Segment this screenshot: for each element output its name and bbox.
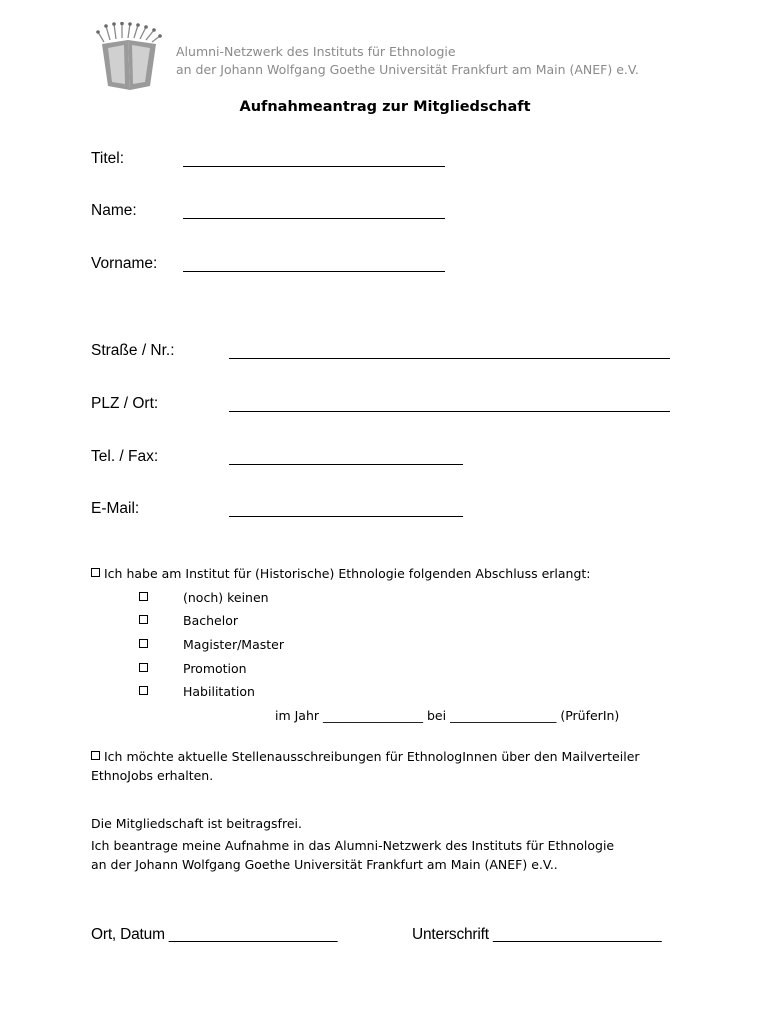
unterschrift-label: Unterschrift: [412, 926, 489, 943]
option-checkbox[interactable]: [139, 686, 148, 695]
examiner-suffix: (PrüferIn): [560, 708, 620, 723]
degree-option-label: Bachelor: [183, 613, 238, 628]
option-checkbox[interactable]: [139, 639, 148, 648]
ort-datum-row: [91, 926, 337, 944]
tel-fax-label: Tel. / Fax:: [91, 448, 159, 465]
vorname-label: Vorname:: [91, 255, 158, 272]
strasse-label: Straße / Nr.:: [91, 342, 175, 359]
degree-option-1[interactable]: [139, 613, 148, 628]
name-field[interactable]: [183, 218, 445, 219]
year-prefix: im Jahr: [275, 708, 320, 723]
anef-logo: [94, 22, 164, 92]
examiner-field[interactable]: _________________: [450, 708, 557, 723]
degree-intro: [91, 566, 591, 581]
jobs-line-1: [91, 749, 640, 764]
strasse-field[interactable]: [229, 358, 670, 359]
degree-option-label: Magister/Master: [183, 637, 284, 652]
vorname-field[interactable]: [183, 271, 445, 272]
name-label: Name:: [91, 202, 137, 219]
email-field[interactable]: [229, 516, 463, 517]
titel-field[interactable]: [183, 166, 445, 167]
tel-fax-field[interactable]: [229, 464, 463, 465]
degree-option-3[interactable]: [139, 661, 148, 676]
form-title: Aufnahmeantrag zur Mitgliedschaft: [239, 99, 531, 115]
bei-label: bei: [427, 708, 447, 723]
membership-apply-2: an der Johann Wolfgang Goethe Universität Frankfurt am Main (ANEF) e.V..: [91, 857, 558, 872]
degree-option-0[interactable]: [139, 590, 148, 605]
unterschrift-row: [412, 926, 661, 944]
titel-label: Titel:: [91, 150, 125, 167]
year-examiner-line: [275, 708, 619, 723]
degree-intro-text: Ich habe am Institut für (Historische) Ethnologie folgenden Abschluss erlangt:: [103, 566, 591, 581]
degree-option-label: Promotion: [183, 661, 247, 676]
membership-free: Die Mitgliedschaft ist beitragsfrei.: [91, 816, 302, 831]
jobs-text-1: Ich möchte aktuelle Stellenausschreibungen für EthnologInnen über den Mailverteiler: [103, 749, 640, 764]
plz-ort-field[interactable]: [229, 411, 670, 412]
degree-option-4[interactable]: [139, 684, 148, 699]
ort-datum-field[interactable]: ____________________: [168, 926, 338, 943]
email-label: E-Mail:: [91, 500, 140, 517]
degree-option-label: (noch) keinen: [183, 590, 269, 605]
unterschrift-field[interactable]: ____________________: [492, 926, 662, 943]
degree-checkbox[interactable]: [91, 568, 100, 577]
org-name-line-2: an der Johann Wolfgang Goethe Universität Frankfurt am Main (ANEF) e.V.: [176, 62, 639, 77]
degree-option-label: Habilitation: [183, 684, 255, 699]
option-checkbox[interactable]: [139, 615, 148, 624]
org-name-line-1: Alumni-Netzwerk des Instituts für Ethnologie: [176, 44, 456, 59]
membership-apply-1: Ich beantrage meine Aufnahme in das Alumni-Netzwerk des Instituts für Ethnologie: [91, 838, 615, 853]
ort-datum-label: Ort, Datum: [91, 926, 165, 943]
jobs-line-2: EthnoJobs erhalten.: [91, 768, 214, 783]
option-checkbox[interactable]: [139, 663, 148, 672]
jobs-checkbox[interactable]: [91, 751, 100, 760]
year-field[interactable]: ________________: [323, 708, 424, 723]
degree-option-2[interactable]: [139, 637, 148, 652]
option-checkbox[interactable]: [139, 592, 148, 601]
plz-ort-label: PLZ / Ort:: [91, 395, 159, 412]
